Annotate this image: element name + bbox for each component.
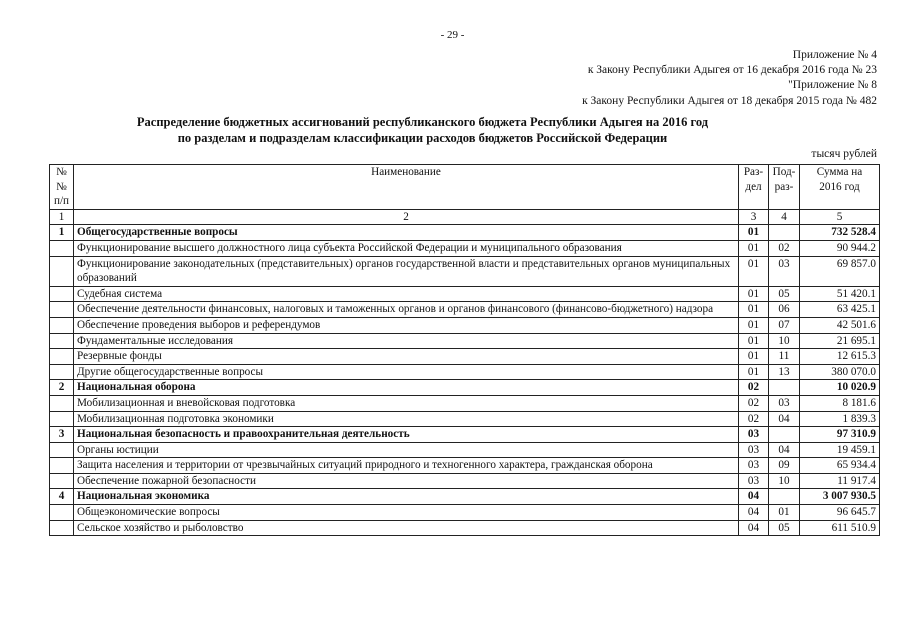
column-number: 1 <box>50 209 74 225</box>
row-number: 1 <box>50 225 74 241</box>
table-header-row <box>50 165 880 210</box>
row-sum: 97 310.9 <box>800 427 880 443</box>
row-razdel: 03 <box>739 458 769 474</box>
row-podrazdel: 02 <box>769 240 800 256</box>
row-podrazdel <box>769 489 800 505</box>
row-number <box>50 473 74 489</box>
row-name: Резервные фонды <box>74 349 739 365</box>
document-title-line-1: Распределение бюджетных ассигнований республиканского бюджета Республики Адыгея на 2016 год <box>136 115 709 129</box>
row-razdel: 01 <box>739 317 769 333</box>
table-row <box>50 520 880 536</box>
row-number <box>50 520 74 536</box>
row-number <box>50 240 74 256</box>
row-sum: 611 510.9 <box>800 520 880 536</box>
row-razdel: 01 <box>739 225 769 241</box>
row-razdel: 03 <box>739 427 769 443</box>
row-razdel: 04 <box>739 505 769 521</box>
table-row <box>50 473 880 489</box>
column-number-row <box>50 209 880 225</box>
row-name: Общеэкономические вопросы <box>74 505 739 521</box>
column-number: 3 <box>739 209 769 225</box>
row-number <box>50 286 74 302</box>
row-razdel: 01 <box>739 240 769 256</box>
row-number <box>50 411 74 427</box>
table-row <box>50 333 880 349</box>
row-sum: 42 501.6 <box>800 317 880 333</box>
row-name: Сельское хозяйство и рыболовство <box>74 520 739 536</box>
row-name: Фундаментальные исследования <box>74 333 739 349</box>
row-number <box>50 458 74 474</box>
row-name: Национальная безопасность и правоохранительная деятельность <box>74 427 739 443</box>
row-razdel: 04 <box>739 489 769 505</box>
row-sum: 732 528.4 <box>800 225 880 241</box>
row-podrazdel: 09 <box>769 458 800 474</box>
row-sum: 69 857.0 <box>800 256 880 286</box>
row-number <box>50 395 74 411</box>
row-number <box>50 505 74 521</box>
column-number: 2 <box>74 209 739 225</box>
table-row <box>50 286 880 302</box>
header-name: Наименование <box>74 165 739 210</box>
row-sum: 21 695.1 <box>800 333 880 349</box>
row-razdel: 03 <box>739 473 769 489</box>
row-razdel: 02 <box>739 395 769 411</box>
row-podrazdel: 10 <box>769 473 800 489</box>
row-razdel: 01 <box>739 256 769 286</box>
row-number <box>50 364 74 380</box>
row-number <box>50 302 74 318</box>
row-razdel: 01 <box>739 286 769 302</box>
row-razdel: 01 <box>739 349 769 365</box>
row-razdel: 01 <box>739 302 769 318</box>
row-number: 2 <box>50 380 74 396</box>
row-podrazdel <box>769 380 800 396</box>
section-row <box>50 489 880 505</box>
row-name: Другие общегосударственные вопросы <box>74 364 739 380</box>
appendix-line-4: к Закону Республики Адыгея от 18 декабря 2015 года № 482 <box>582 95 877 107</box>
row-sum: 51 420.1 <box>800 286 880 302</box>
row-name: Национальная экономика <box>74 489 739 505</box>
table-row <box>50 442 880 458</box>
row-podrazdel: 03 <box>769 395 800 411</box>
table-row <box>50 364 880 380</box>
table-row <box>50 317 880 333</box>
row-name: Обеспечение проведения выборов и референдумов <box>74 317 739 333</box>
row-razdel: 02 <box>739 380 769 396</box>
row-podrazdel: 05 <box>769 286 800 302</box>
page-number: - 29 - <box>440 29 465 41</box>
row-podrazdel: 05 <box>769 520 800 536</box>
row-podrazdel: 10 <box>769 333 800 349</box>
header-podrazdel: Под- раз- <box>769 165 800 210</box>
header-num: №№ п/п <box>50 165 74 210</box>
table-row <box>50 505 880 521</box>
row-sum: 19 459.1 <box>800 442 880 458</box>
header-razdel: Раз- дел <box>739 165 769 210</box>
row-name: Общегосударственные вопросы <box>74 225 739 241</box>
row-podrazdel: 03 <box>769 256 800 286</box>
row-name: Обеспечение пожарной безопасности <box>74 473 739 489</box>
row-sum: 12 615.3 <box>800 349 880 365</box>
row-sum: 8 181.6 <box>800 395 880 411</box>
row-sum: 96 645.7 <box>800 505 880 521</box>
table-row <box>50 411 880 427</box>
row-name: Защита населения и территории от чрезвычайных ситуаций природного и техногенного характера, гражданская оборона <box>74 458 739 474</box>
section-row <box>50 225 880 241</box>
table-row <box>50 256 880 286</box>
row-sum: 1 839.3 <box>800 411 880 427</box>
column-number: 5 <box>800 209 880 225</box>
row-razdel: 01 <box>739 333 769 349</box>
row-number <box>50 349 74 365</box>
row-number <box>50 442 74 458</box>
appendix-line-2: к Закону Республики Адыгея от 16 декабря 2016 года № 23 <box>587 64 877 76</box>
table-row <box>50 458 880 474</box>
row-podrazdel: 07 <box>769 317 800 333</box>
row-podrazdel: 04 <box>769 442 800 458</box>
budget-table <box>49 164 880 536</box>
row-name: Функционирование законодательных (представительных) органов государственной власти и представительных органов муниципальных образований <box>74 256 739 286</box>
document-title-line-2: по разделам и подразделам классификации расходов бюджетов Российской Федерации <box>177 131 668 145</box>
row-name: Национальная оборона <box>74 380 739 396</box>
row-podrazdel: 06 <box>769 302 800 318</box>
table-row <box>50 349 880 365</box>
row-podrazdel: 11 <box>769 349 800 365</box>
appendix-line-3: "Приложение № 8 <box>788 79 877 91</box>
row-sum: 63 425.1 <box>800 302 880 318</box>
row-razdel: 04 <box>739 520 769 536</box>
table-row <box>50 302 880 318</box>
row-podrazdel: 13 <box>769 364 800 380</box>
row-sum: 3 007 930.5 <box>800 489 880 505</box>
row-razdel: 03 <box>739 442 769 458</box>
appendix-line-1: Приложение № 4 <box>792 49 877 61</box>
row-number: 3 <box>50 427 74 443</box>
table-row <box>50 395 880 411</box>
row-sum: 380 070.0 <box>800 364 880 380</box>
row-podrazdel: 01 <box>769 505 800 521</box>
row-podrazdel <box>769 427 800 443</box>
row-name: Функционирование высшего должностного лица субъекта Российской Федерации и муниципального образования <box>74 240 739 256</box>
row-sum: 10 020.9 <box>800 380 880 396</box>
section-row <box>50 380 880 396</box>
row-number: 4 <box>50 489 74 505</box>
row-sum: 11 917.4 <box>800 473 880 489</box>
row-name: Мобилизационная подготовка экономики <box>74 411 739 427</box>
row-name: Органы юстиции <box>74 442 739 458</box>
row-name: Мобилизационная и вневойсковая подготовка <box>74 395 739 411</box>
row-number <box>50 333 74 349</box>
row-razdel: 02 <box>739 411 769 427</box>
row-name: Обеспечение деятельности финансовых, налоговых и таможенных органов и органов финансового (финансово-бюджетного) надзора <box>74 302 739 318</box>
row-number <box>50 256 74 286</box>
table-row <box>50 240 880 256</box>
header-sum: Сумма на 2016 год <box>800 165 880 210</box>
row-sum: 65 934.4 <box>800 458 880 474</box>
row-razdel: 01 <box>739 364 769 380</box>
row-podrazdel <box>769 225 800 241</box>
section-row <box>50 427 880 443</box>
units-label: тысяч рублей <box>811 148 877 160</box>
column-number: 4 <box>769 209 800 225</box>
row-podrazdel: 04 <box>769 411 800 427</box>
row-name: Судебная система <box>74 286 739 302</box>
row-number <box>50 317 74 333</box>
row-sum: 90 944.2 <box>800 240 880 256</box>
